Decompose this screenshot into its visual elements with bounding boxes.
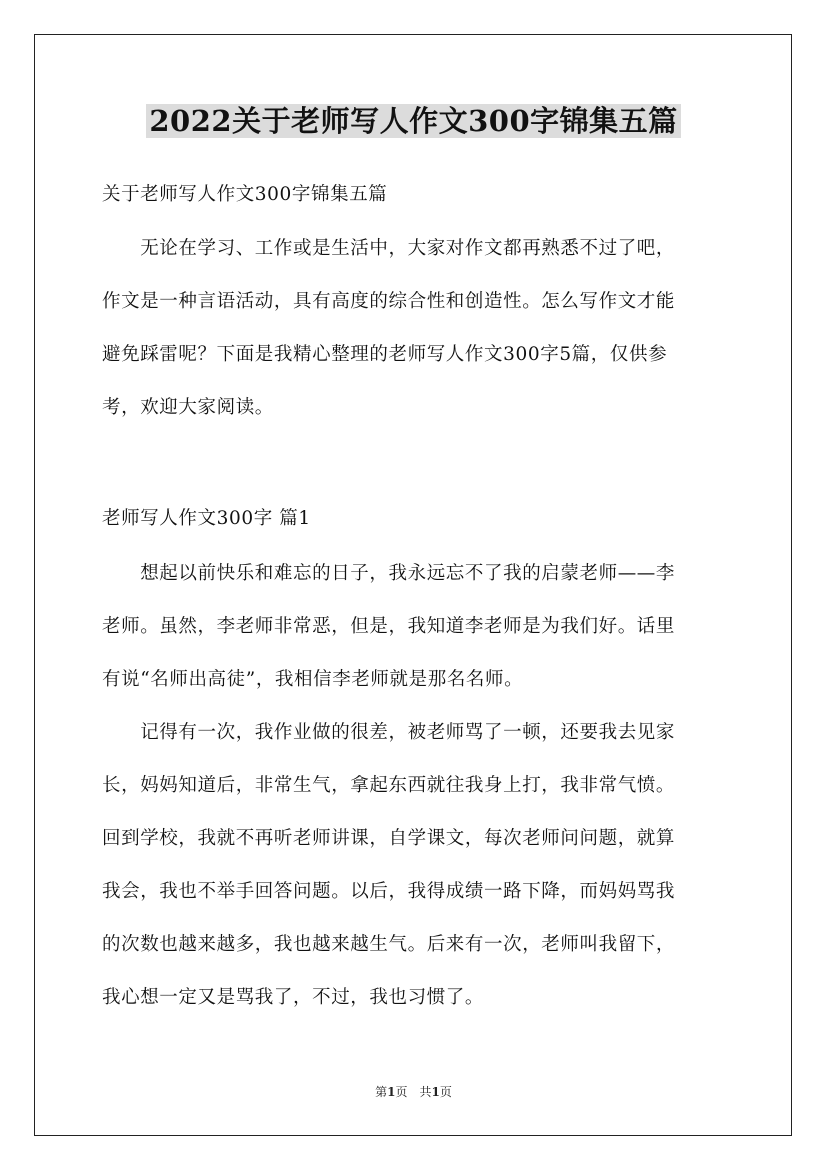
paragraph-line: 老师。虽然，李老师非常恶，但是，我知道李老师是为我们好。话里	[102, 616, 676, 637]
intro-line: 避免踩雷呢？下面是我精心整理的老师写人作文300字5篇，仅供参	[102, 344, 668, 365]
intro-line: 作文是一种言语活动，具有高度的综合性和创造性。怎么写作文才能	[102, 291, 676, 312]
page-current: 1	[387, 1085, 396, 1099]
page-total: 1	[431, 1085, 440, 1099]
page-suffix: 页	[439, 1085, 452, 1099]
paragraph-line: 记得有一次，我作业做的很差，被老师骂了一顿，还要我去见家	[102, 722, 676, 743]
page-footer	[0, 1082, 827, 1102]
paragraph-line: 我会，我也不举手回答问题。以后，我得成绩一路下降，而妈妈骂我	[102, 881, 676, 902]
page-mid: 页 共	[395, 1085, 432, 1099]
intro-line: 考，欢迎大家阅读。	[102, 397, 274, 418]
paragraph-line: 有说“名师出高徒”，我相信李老师就是那名名师。	[102, 669, 524, 690]
intro-line: 无论在学习、工作或是生活中，大家对作文都再熟悉不过了吧，	[102, 238, 676, 259]
paragraph-line: 回到学校，我就不再听老师讲课，自学课文，每次老师问问题，就算	[102, 828, 676, 849]
document-title-text: 2022关于老师写人作文300字锦集五篇	[146, 104, 680, 138]
document-subtitle: 关于老师写人作文300字锦集五篇	[102, 184, 388, 205]
paragraph-line: 我心想一定又是骂我了，不过，我也习惯了。	[102, 987, 485, 1008]
page-prefix: 第	[375, 1085, 388, 1099]
paragraph-line: 想起以前快乐和难忘的日子，我永远忘不了我的启蒙老师——李	[102, 563, 676, 584]
paragraph-line: 的次数也越来越多，我也越来越生气。后来有一次，老师叫我留下，	[102, 934, 676, 955]
document-title	[0, 100, 827, 142]
paragraph-line: 长，妈妈知道后，非常生气，拿起东西就往我身上打，我非常气愤。	[102, 775, 676, 796]
section-heading: 老师写人作文300字 篇1	[102, 508, 311, 529]
